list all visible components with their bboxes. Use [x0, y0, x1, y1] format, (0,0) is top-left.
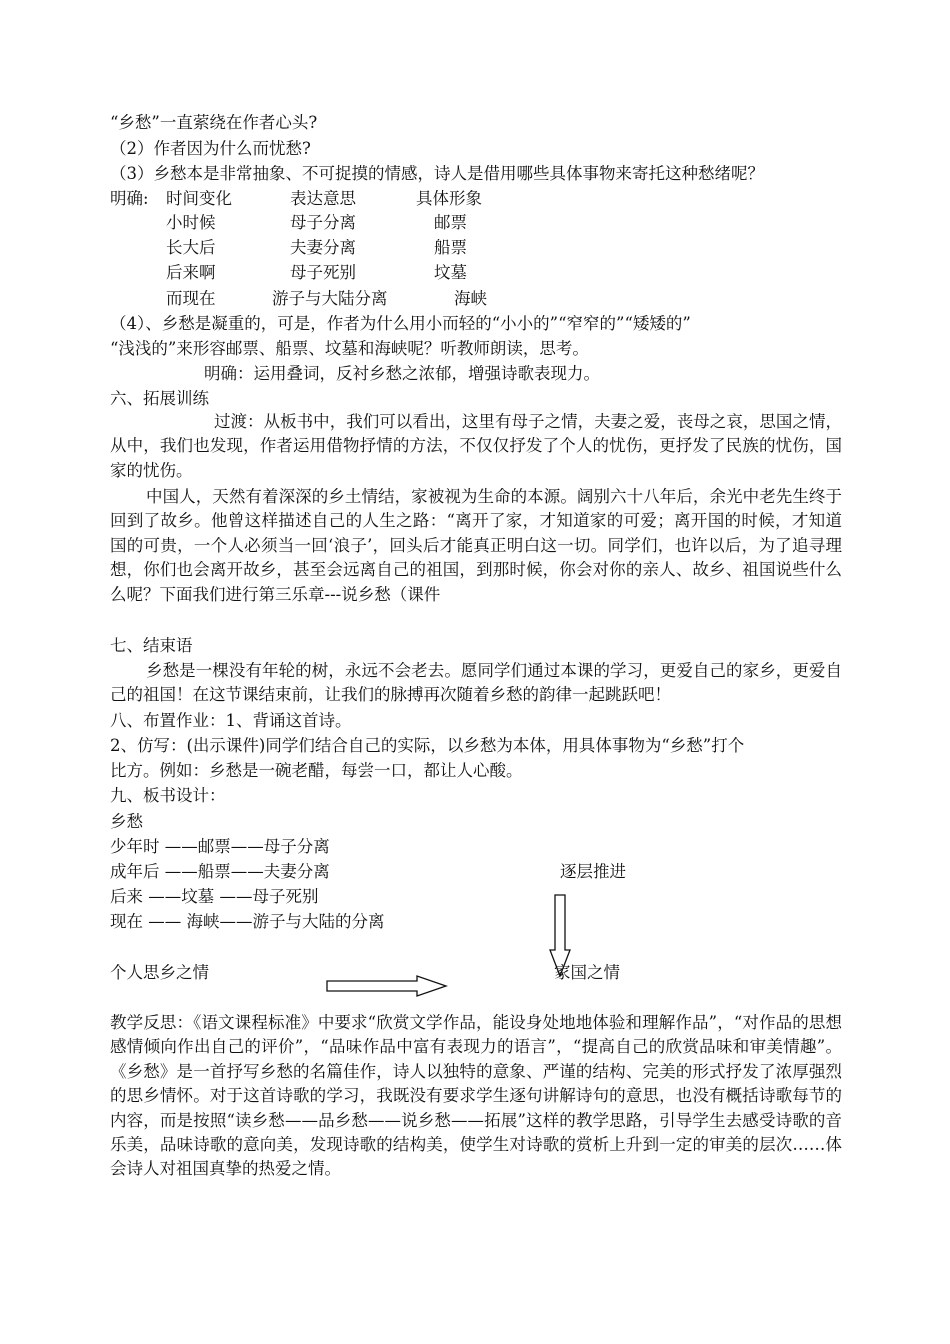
table-cell: 夫妻分离 — [290, 238, 356, 257]
table-cell: 船票 — [434, 238, 467, 257]
question-2: （2）作者因为什么而忧愁? — [110, 139, 311, 158]
blackboard-progression-label: 逐层推进 — [560, 862, 626, 881]
section-6-heading: 六、拓展训练 — [110, 389, 209, 408]
table-cell: 而现在 — [166, 289, 216, 308]
hometown-paragraph: 中国人，天然有着深深的乡土情结，家被视为生命的本源。阔别六十八年后，余光中老先生终于回到了故乡。他曾这样描述自己的人生之路：“离开了家，才知道家的可爱；离开国的时候，才知道国的可贵，一个人必须当一回‘浪子’，回头后才能真正明白这一切。同学们，也许以后，为了追寻理想，你们也会离开故乡，甚至会远离自己的祖国，到那时候，你会对你的亲人、故乡、祖国说些什么么呢？下面我们进行第三乐章---说乡愁（课件 — [110, 487, 842, 604]
teaching-reflection: 教学反思：《语文课程标准》中要求“欣赏文学作品，能设身处地地体验和理解作品”，“对作品的思想感情倾向作出自己的评价”，“品味作品中富有表现力的语言”，“提高自己的欣赏品味和审美情趣”。《乡愁》是一首抒写乡愁的名篇佳作，诗人以独特的意象、严谨的结构、完美的形式抒发了浓厚强烈的思乡情怀。对于这首诗歌的学习，我既没有要求学生逐句讲解诗句的意思，也没有概括诗歌每节的内容，而是按照“读乡愁——品乡愁——说乡愁——拓展”这样的教学思路，引导学生去感受诗歌的音乐美，品味诗歌的意向美，发现诗歌的结构美，使学生对诗歌的赏析上升到一定的审美的层次……体会诗人对祖国真挚的热爱之情。 — [110, 1013, 842, 1179]
section-8-heading: 八、布置作业：1、背诵这首诗。 — [110, 711, 352, 730]
blackboard-national-label: 家国之情 — [554, 963, 620, 982]
table-header: 表达意思 — [290, 189, 356, 208]
blackboard-title: 乡愁 — [110, 812, 143, 831]
blackboard-line: 成年后 ——船票——夫妻分离 — [110, 862, 330, 881]
table-label: 明确: — [110, 189, 149, 208]
homework-2-line2: 比方。例如：乡愁是一碗老醋，每尝一口，都让人心酸。 — [110, 761, 523, 780]
table-header: 时间变化 — [166, 189, 232, 208]
table-cell: 游子与大陆分离 — [272, 289, 388, 308]
blackboard-personal-label: 个人思乡之情 — [110, 963, 209, 982]
blackboard-line: 现在 —— 海峡——游子与大陆的分离 — [110, 912, 385, 931]
question-4-line2: “浅浅的”来形容邮票、船票、坟墓和海峡呢？听教师朗读，思考。 — [110, 339, 589, 358]
table-cell: 长大后 — [166, 238, 216, 257]
table-cell: 后来啊 — [166, 263, 216, 282]
blackboard-line: 少年时 ——邮票——母子分离 — [110, 837, 330, 856]
table-header: 具体形象 — [416, 189, 482, 208]
homework-2-line1: 2、仿写：(出示课件)同学们结合自己的实际，以乡愁为本体，用具体事物为“乡愁”打个 — [110, 736, 745, 755]
text-line-nostalgia-question: “乡愁”一直萦绕在作者心头? — [110, 113, 318, 132]
right-arrow-icon — [326, 975, 448, 997]
section-7-heading: 七、结束语 — [110, 636, 193, 655]
question-4-answer: 明确：运用叠词，反衬乡愁之浓郁，增强诗歌表现力。 — [204, 364, 600, 383]
table-cell: 母子分离 — [290, 213, 356, 232]
blackboard-line: 后来 ——坟墓 ——母子死别 — [110, 887, 319, 906]
table-cell: 邮票 — [434, 213, 467, 232]
ending-paragraph: 乡愁是一棵没有年轮的树，永远不会老去。愿同学们通过本课的学习，更爱自己的家乡，更爱自己的祖国！在这节课结束前，让我们的脉搏再次随着乡愁的韵律一起跳跃吧！ — [110, 661, 842, 705]
table-cell: 母子死别 — [290, 263, 356, 282]
table-cell: 海峡 — [454, 289, 487, 308]
table-cell: 小时候 — [166, 213, 216, 232]
question-3: （3）乡愁本是非常抽象、不可捉摸的情感，诗人是借用哪些具体事物来寄托这种愁绪呢？ — [110, 164, 764, 183]
table-cell: 坟墓 — [434, 263, 467, 282]
question-4-line1: （4）、乡愁是凝重的，可是，作者为什么用小而轻的“小小的”“窄窄的”“矮矮的” — [110, 314, 691, 333]
section-9-heading: 九、板书设计： — [110, 786, 226, 805]
transition-paragraph: 过渡：从板书中，我们可以看出，这里有母子之情，夫妻之爱，丧母之哀，思国之情，从中，我们也发现，作者运用借物抒情的方法，不仅仅抒发了个人的忧伤，更抒发了民族的忧伤，国家的忧伤。 — [110, 412, 842, 480]
